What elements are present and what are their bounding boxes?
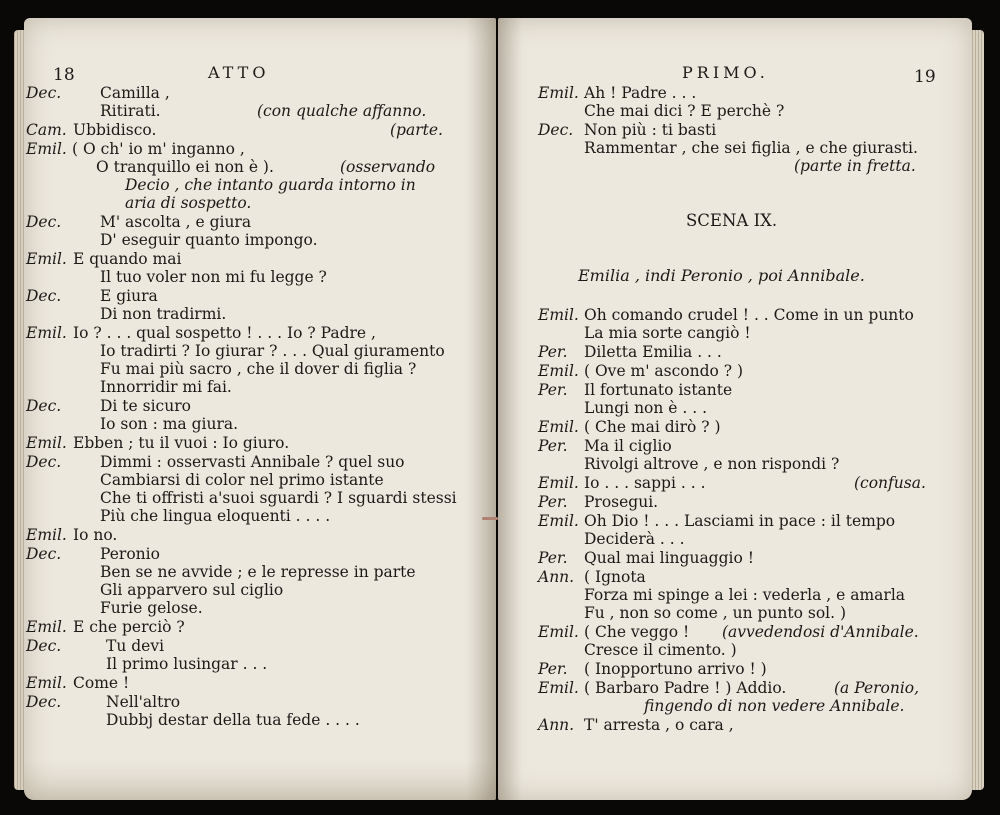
dialogue-line: Fu , non so come , un punto sol. ) bbox=[584, 604, 847, 622]
speaker: Dec. bbox=[26, 397, 62, 415]
dialogue-line: Io son : ma giura. bbox=[100, 415, 239, 433]
page-number: 19 bbox=[914, 67, 936, 87]
speaker: Emil. bbox=[538, 512, 579, 530]
left-page bbox=[24, 18, 496, 800]
speaker: Cam. bbox=[26, 121, 67, 139]
dialogue-line: E giura bbox=[100, 287, 158, 305]
dialogue-line: Dubbj destar della tua fede . . . . bbox=[106, 711, 360, 729]
dialogue-line: Più che lingua eloquenti . . . . bbox=[100, 507, 331, 525]
dialogue-line: ( O ch' io m' inganno , bbox=[72, 140, 245, 158]
dialogue-line: Come ! bbox=[73, 674, 130, 692]
speaker: Dec. bbox=[26, 545, 62, 563]
scene-characters: Emilia , indi Peronio , poi Annibale. bbox=[578, 266, 865, 285]
dialogue-line: Peronio bbox=[100, 545, 160, 563]
dialogue-line: Io tradirti ? Io giurar ? . . . Qual giuramento bbox=[100, 342, 445, 360]
speaker: Per. bbox=[538, 493, 568, 511]
speaker: Emil. bbox=[538, 84, 579, 102]
speaker: Dec. bbox=[26, 693, 62, 711]
dialogue-line: Io no. bbox=[73, 526, 118, 544]
speaker: Emil. bbox=[26, 140, 67, 158]
speaker: Per. bbox=[538, 343, 568, 361]
speaker: Dec. bbox=[26, 84, 62, 102]
speaker: Emil. bbox=[538, 474, 579, 492]
stage-direction: (a Peronio, bbox=[834, 679, 920, 697]
dialogue-line: La mia sorte cangiò ! bbox=[584, 324, 751, 342]
dialogue-line: Oh Dio ! . . . Lasciami in pace : il tempo bbox=[584, 512, 896, 530]
dialogue-line: E quando mai bbox=[73, 250, 182, 268]
stage-direction: aria di sospetto. bbox=[125, 194, 252, 212]
dialogue-line: Forza mi spinge a lei : vederla , e amarla bbox=[584, 586, 906, 604]
speaker: Emil. bbox=[26, 674, 67, 692]
speaker: Dec. bbox=[26, 213, 62, 231]
dialogue-line: Diletta Emilia . . . bbox=[584, 343, 722, 361]
dialogue-line: Ebben ; tu il vuoi : Io giuro. bbox=[73, 434, 290, 452]
dialogue-line: D' eseguir quanto impongo. bbox=[100, 231, 318, 249]
page-number: 18 bbox=[53, 65, 75, 85]
speaker: Emil. bbox=[26, 434, 67, 452]
dialogue-line: ( Ove m' ascondo ? ) bbox=[584, 362, 744, 380]
speaker: Dec. bbox=[538, 121, 574, 139]
dialogue-line: Qual mai linguaggio ! bbox=[584, 549, 754, 567]
dialogue-line: Furie gelose. bbox=[100, 599, 203, 617]
dialogue-line: Lungi non è . . . bbox=[584, 399, 708, 417]
dialogue-line: Deciderà . . . bbox=[584, 530, 685, 548]
dialogue-line: Innorridir mi fai. bbox=[100, 378, 232, 396]
dialogue-line: Io . . . sappi . . . bbox=[584, 474, 706, 492]
dialogue-line: Fu mai più sacro , che il dover di figlia ? bbox=[100, 360, 417, 378]
dialogue-line: Il primo lusingar . . . bbox=[106, 655, 268, 673]
speaker: Per. bbox=[538, 660, 568, 678]
dialogue-line: Prosegui. bbox=[584, 493, 659, 511]
speaker: Emil. bbox=[26, 250, 67, 268]
dialogue-line: T' arresta , o cara , bbox=[584, 716, 734, 734]
speaker: Dec. bbox=[26, 453, 62, 471]
dialogue-line: Dimmi : osservasti Annibale ? quel suo bbox=[100, 453, 405, 471]
dialogue-line: Rammentar , che sei figlia , e che giurasti. bbox=[584, 139, 918, 157]
dialogue-line: ( Inopportuno arrivo ! ) bbox=[584, 660, 767, 678]
scene-heading: SCENA IX. bbox=[686, 211, 778, 230]
dialogue-line: Rivolgi altrove , e non rispondi ? bbox=[584, 455, 840, 473]
stage-direction: (avvedendosi d'Annibale. bbox=[722, 623, 919, 641]
stage-direction: (parte. bbox=[390, 121, 443, 139]
dialogue-line: Cambiarsi di color nel primo istante bbox=[100, 471, 384, 489]
stage-direction: (confusa. bbox=[854, 474, 926, 492]
dialogue-line: Ritirati. bbox=[100, 102, 161, 120]
stage-direction: Decio , che intanto guarda intorno in bbox=[125, 176, 416, 194]
running-head: PRIMO. bbox=[682, 63, 769, 82]
speaker: Per. bbox=[538, 381, 568, 399]
stage-direction: (osservando bbox=[340, 158, 436, 176]
speaker: Emil. bbox=[538, 362, 579, 380]
speaker: Emil. bbox=[26, 618, 67, 636]
dialogue-line: ( Barbaro Padre ! ) Addio. bbox=[584, 679, 787, 697]
speaker: Emil. bbox=[26, 324, 67, 342]
speaker: Emil. bbox=[538, 306, 579, 324]
stage-direction: (parte in fretta. bbox=[794, 157, 916, 175]
speaker: Ann. bbox=[538, 568, 575, 586]
dialogue-line: ( Che mai dirò ? ) bbox=[584, 418, 721, 436]
running-head: ATTO bbox=[208, 63, 270, 82]
dialogue-line: ( Che veggo ! bbox=[584, 623, 690, 641]
speaker: Per. bbox=[538, 549, 568, 567]
dialogue-line: Ubbidisco. bbox=[73, 121, 157, 139]
speaker: Dec. bbox=[26, 287, 62, 305]
dialogue-line: Oh comando crudel ! . . Come in un punto bbox=[584, 306, 914, 324]
speaker: Per. bbox=[538, 437, 568, 455]
speaker: Ann. bbox=[538, 716, 575, 734]
dialogue-line: Ah ! Padre . . . bbox=[584, 84, 697, 102]
dialogue-line: Io ? . . . qual sospetto ! . . . Io ? Padre , bbox=[73, 324, 376, 342]
right-page bbox=[498, 18, 972, 800]
dialogue-line: Non più : ti basti bbox=[584, 121, 717, 139]
dialogue-line: Di te sicuro bbox=[100, 397, 191, 415]
dialogue-line: Di non tradirmi. bbox=[100, 305, 227, 323]
dialogue-line: O tranquillo ei non è ). bbox=[96, 158, 274, 176]
dialogue-line: Cresce il cimento. ) bbox=[584, 641, 737, 659]
dialogue-line: Gli apparvero sul ciglio bbox=[100, 581, 284, 599]
speaker: Emil. bbox=[26, 526, 67, 544]
binding-thread bbox=[482, 517, 498, 520]
dialogue-line: Ma il ciglio bbox=[584, 437, 672, 455]
dialogue-line: Camilla , bbox=[100, 84, 170, 102]
dialogue-line: Nell'altro bbox=[106, 693, 181, 711]
speaker: Emil. bbox=[538, 418, 579, 436]
dialogue-line: Il tuo voler non mi fu legge ? bbox=[100, 268, 327, 286]
speaker: Dec. bbox=[26, 637, 62, 655]
right-page-edges bbox=[970, 30, 984, 790]
dialogue-line: E che perciò ? bbox=[73, 618, 185, 636]
dialogue-line: Tu devi bbox=[106, 637, 165, 655]
speaker: Emil. bbox=[538, 623, 579, 641]
dialogue-line: Il fortunato istante bbox=[584, 381, 733, 399]
dialogue-line: Che ti offristi a'suoi sguardi ? I sguardi stessi bbox=[100, 489, 457, 507]
stage-direction: (con qualche affanno. bbox=[257, 102, 427, 120]
stage-direction: fingendo di non vedere Annibale. bbox=[644, 697, 905, 715]
dialogue-line: Ben se ne avvide ; e le represse in parte bbox=[100, 563, 416, 581]
dialogue-line: Che mai dici ? E perchè ? bbox=[584, 102, 785, 120]
speaker: Emil. bbox=[538, 679, 579, 697]
dialogue-line: ( Ignota bbox=[584, 568, 646, 586]
dialogue-line: M' ascolta , e giura bbox=[100, 213, 252, 231]
